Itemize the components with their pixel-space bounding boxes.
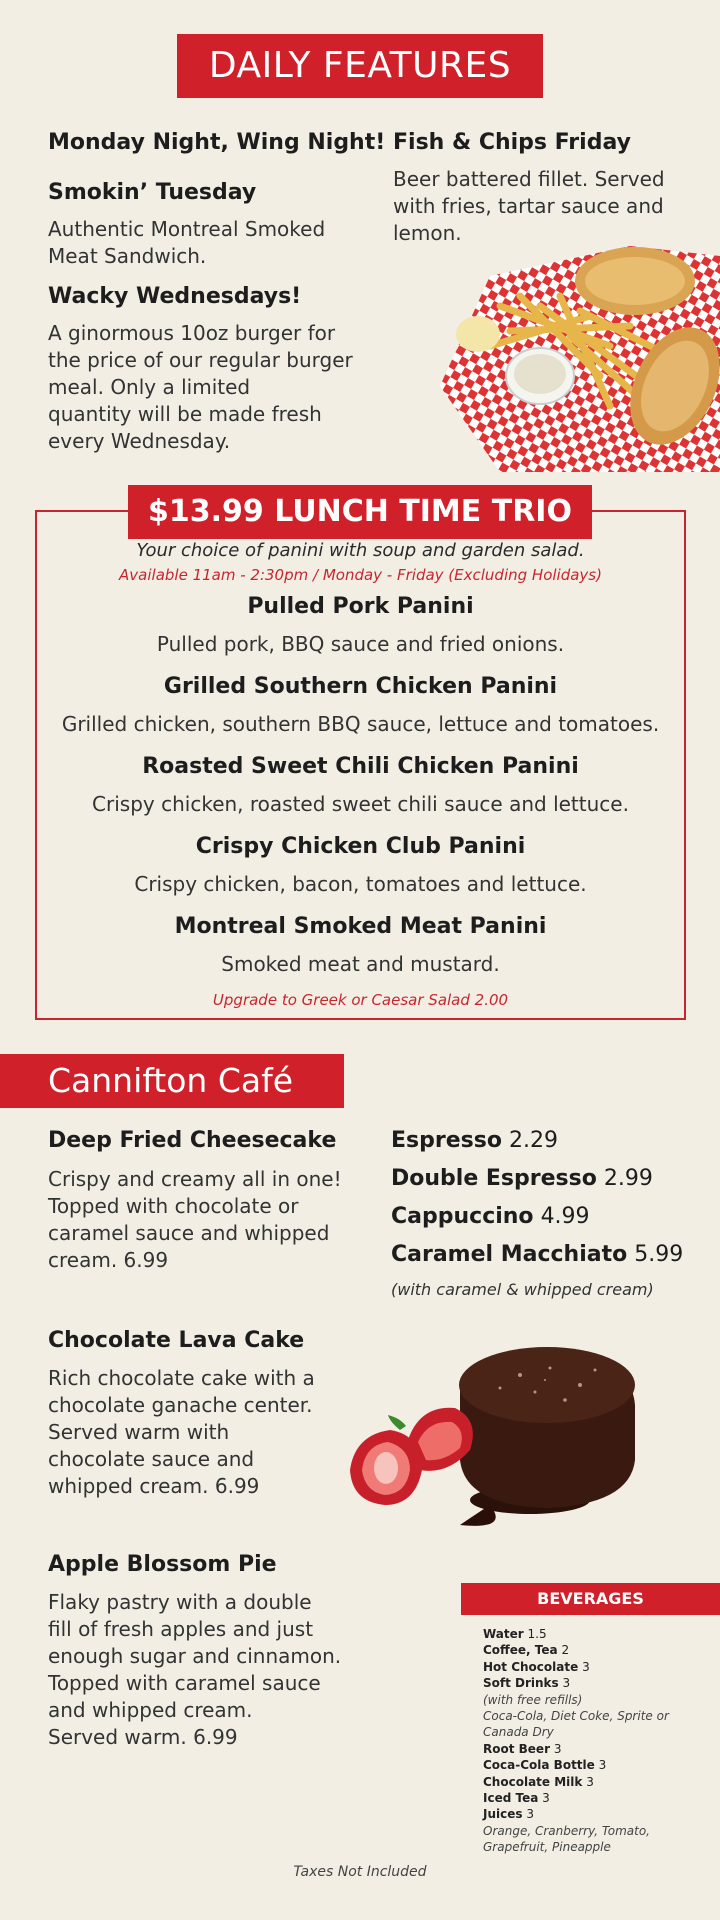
cheesecake-description	[48, 1166, 368, 1274]
beverage-price: 3	[598, 1758, 607, 1773]
beverage-note: Coca-Cola, Diet Coke, Sprite or	[483, 1709, 669, 1724]
beverage-note: Canada Dry	[483, 1725, 554, 1740]
daily-features-banner: DAILY FEATURES	[177, 34, 543, 98]
panini-title: Montreal Smoked Meat Panini	[174, 914, 547, 939]
beverage-name: Soft Drinks	[483, 1676, 559, 1691]
desc-line: Served warm with	[48, 1420, 230, 1444]
friday-title: Fish & Chips Friday	[393, 130, 631, 155]
desc-line: Authentic Montreal Smoked	[48, 217, 326, 241]
beverage-price: 3	[582, 1659, 590, 1674]
desc-line: cream. 6.99	[48, 1248, 169, 1272]
desc-line: Flaky pastry with a double	[48, 1590, 312, 1614]
coffee-price: 4.99	[540, 1204, 590, 1229]
beverage-price: 3	[542, 1791, 550, 1806]
beverage-price: 3	[562, 1676, 571, 1691]
desc-line: Meat Sandwich.	[48, 244, 207, 268]
beverages-banner: BEVERAGES	[461, 1583, 720, 1615]
desc-line: chocolate sauce and	[48, 1447, 255, 1471]
friday-description	[393, 166, 713, 247]
beverage-name: Juices	[483, 1807, 523, 1822]
beverage-note: Orange, Cranberry, Tomato,	[483, 1823, 650, 1838]
panini-title: Roasted Sweet Chili Chicken Panini	[142, 754, 579, 779]
desc-line: Crispy and creamy all in one!	[48, 1167, 342, 1191]
beverage-name: Chocolate Milk	[483, 1774, 583, 1789]
lunch-availability: Available 11am - 2:30pm / Monday - Friday (Excluding Holidays)	[119, 566, 602, 584]
desc-line: Served warm. 6.99	[48, 1725, 238, 1749]
cheesecake-title: Deep Fried Cheesecake	[48, 1128, 337, 1153]
beverage-item	[483, 1741, 713, 1757]
desc-line: lemon.	[393, 221, 462, 245]
beverage-item	[483, 1626, 713, 1642]
panini-description: Crispy chicken, bacon, tomatoes and lettuce.	[134, 872, 587, 896]
panini-description: Pulled pork, BBQ sauce and fried onions.	[156, 632, 565, 656]
desc-line: meal. Only a limited	[48, 375, 251, 399]
fish-and-chips-image	[430, 236, 720, 472]
panini-title: Pulled Pork Panini	[247, 594, 474, 619]
wednesday-description	[48, 320, 378, 455]
beverage-item	[483, 1757, 713, 1773]
taxes-note: Taxes Not Included	[293, 1864, 427, 1880]
desc-line: Topped with caramel sauce	[48, 1671, 321, 1695]
beverage-item	[483, 1774, 713, 1790]
beverage-price: 1.5	[527, 1627, 547, 1641]
coffee-item	[391, 1204, 590, 1229]
desc-line: Topped with chocolate or	[48, 1194, 299, 1218]
beverages-list	[483, 1626, 713, 1856]
wednesday-title: Wacky Wednesdays!	[48, 284, 302, 309]
tuesday-description	[48, 216, 378, 270]
panini-description: Grilled chicken, southern BBQ sauce, lettuce and tomatoes.	[61, 712, 660, 736]
coffee-price: 5.99	[634, 1242, 684, 1267]
desc-line: caramel sauce and whipped	[48, 1221, 330, 1245]
beverage-name: Hot Chocolate	[483, 1659, 579, 1674]
beverage-name: Iced Tea	[483, 1791, 539, 1806]
beverage-name: Coffee, Tea	[483, 1643, 558, 1658]
lava-cake-image	[330, 1330, 680, 1530]
macchiato-note: (with caramel & whipped cream)	[391, 1280, 654, 1299]
desc-line: whipped cream. 6.99	[48, 1474, 260, 1498]
beverage-name: Root Beer	[483, 1741, 550, 1756]
coffee-item	[391, 1166, 653, 1191]
beverage-price: 3	[553, 1741, 562, 1756]
lunch-intro: Your choice of panini with soup and garden salad.	[136, 540, 585, 561]
coffee-name: Cappuccino	[391, 1204, 534, 1229]
coffee-item	[391, 1128, 558, 1153]
cafe-banner: Cannifton Café	[0, 1054, 344, 1108]
beverage-name: Water	[483, 1627, 524, 1641]
panini-description: Crispy chicken, roasted sweet chili sauce and lettuce.	[92, 792, 629, 816]
beverage-price: 3	[526, 1807, 534, 1822]
desc-line: the price of our regular burger	[48, 348, 353, 372]
beverage-item	[483, 1675, 713, 1691]
coffee-price: 2.99	[603, 1166, 653, 1191]
beverage-item	[483, 1642, 713, 1658]
monday-title: Monday Night, Wing Night!	[48, 130, 386, 155]
beverage-item	[483, 1659, 713, 1675]
beverage-name: Coca-Cola Bottle	[483, 1758, 595, 1773]
beverage-note: Grapefruit, Pineapple	[483, 1840, 611, 1855]
desc-line: every Wednesday.	[48, 429, 231, 453]
beverage-price: 2	[561, 1643, 570, 1658]
coffee-item	[391, 1242, 683, 1267]
coffee-name: Espresso	[391, 1128, 502, 1153]
desc-line: Rich chocolate cake with a	[48, 1366, 315, 1390]
desc-line: quantity will be made fresh	[48, 402, 322, 426]
desc-line: Beer battered fillet. Served	[393, 167, 665, 191]
panini-title: Crispy Chicken Club Panini	[195, 834, 526, 859]
lunch-trio-banner: $13.99 LUNCH TIME TRIO	[128, 485, 592, 539]
desc-line: A ginormous 10oz burger for	[48, 321, 336, 345]
beverage-item	[483, 1790, 713, 1806]
tuesday-title: Smokin’ Tuesday	[48, 180, 257, 205]
lava-cake-description	[48, 1365, 368, 1500]
coffee-price: 2.29	[508, 1128, 558, 1153]
lava-cake-title: Chocolate Lava Cake	[48, 1328, 305, 1353]
beverage-price: 3	[586, 1774, 594, 1789]
apple-pie-title: Apple Blossom Pie	[48, 1552, 277, 1577]
salad-upgrade-note: Upgrade to Greek or Caesar Salad 2.00	[212, 991, 509, 1009]
desc-line: chocolate ganache center.	[48, 1393, 313, 1417]
desc-line: with fries, tartar sauce and	[393, 194, 664, 218]
desc-line: fill of fresh apples and just	[48, 1617, 314, 1641]
coffee-name: Double Espresso	[391, 1166, 597, 1191]
panini-title: Grilled Southern Chicken Panini	[163, 674, 558, 699]
desc-line: enough sugar and cinnamon.	[48, 1644, 342, 1668]
beverage-item	[483, 1806, 713, 1822]
coffee-name: Caramel Macchiato	[391, 1242, 628, 1267]
panini-description: Smoked meat and mustard.	[221, 952, 500, 976]
desc-line: and whipped cream.	[48, 1698, 253, 1722]
apple-pie-description	[48, 1589, 378, 1751]
beverage-note: (with free refills)	[483, 1692, 583, 1707]
